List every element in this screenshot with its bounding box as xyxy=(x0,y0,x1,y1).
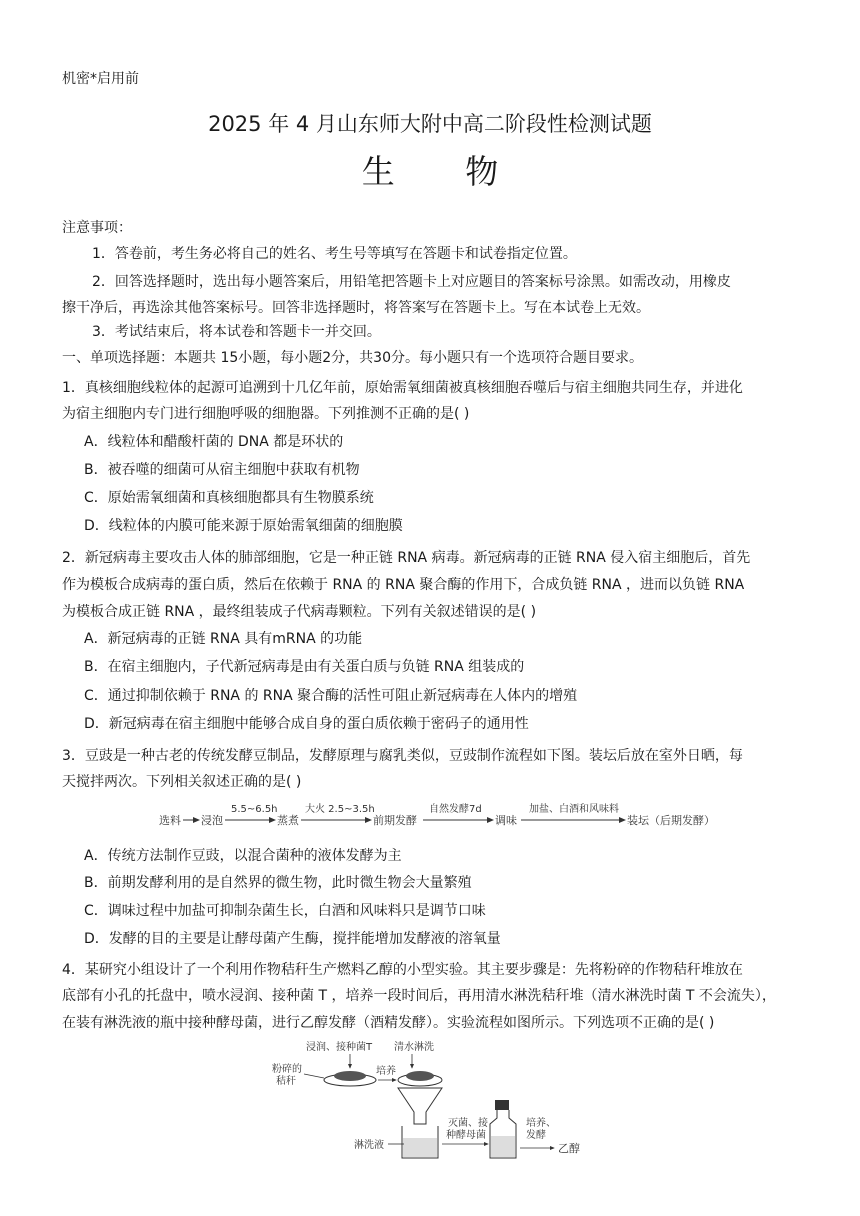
q2-option-b: B．在宿主细胞内，子代新冠病毒是由有关蛋白质与负链 RNA 组装成的 xyxy=(84,659,525,675)
q2-option-a: A．新冠病毒的正链 RNA 具有mRNA 的功能 xyxy=(84,631,363,647)
q2-stem-line-2: 作为模板合成病毒的蛋白质，然后在依赖于 RNA 的 RNA 聚合酶的作用下，合成负链 RNA ，进而以负链 RNA xyxy=(62,577,745,593)
bottle-cap-icon xyxy=(495,1100,509,1110)
diagram-label-ferment-2: 发酵 xyxy=(526,1130,546,1141)
diagram-label-sterilize-2: 种酵母菌 xyxy=(446,1130,486,1141)
flow-label-natural-ferment: 自然发酵7d xyxy=(429,804,482,815)
straw-pile-2-icon xyxy=(406,1071,434,1081)
flow-step-jar: 装坛（后期发酵） xyxy=(627,814,715,827)
straw-pile-1-icon xyxy=(334,1071,366,1081)
ethanol-experiment-diagram xyxy=(270,1038,600,1164)
q3-option-c: C．调味过程中加盐可抑制杂菌生长，白酒和风味料只是调节口味 xyxy=(84,903,486,919)
q2-option-d: D．新冠病毒在宿主细胞中能够合成自身的蛋白质依赖于密码子的通用性 xyxy=(84,716,529,732)
q1-option-d: D．线粒体的内膜可能来源于原始需氧细菌的细胞膜 xyxy=(84,518,403,534)
q2-option-c: C．通过抑制依赖于 RNA 的 RNA 聚合酶的活性可阻止新冠病毒在人体内的增殖 xyxy=(84,688,578,704)
q1-stem-line-2: 为宿主细胞内专门进行细胞呼吸的细胞器。下列推测不正确的是( ) xyxy=(62,406,470,422)
soybean-process-flowchart xyxy=(155,798,715,838)
diagram-label-inoculate: 浸润、接种菌T xyxy=(306,1042,373,1053)
flow-step-steam: 蒸煮 xyxy=(277,814,299,827)
q3-stem-line-2: 天搅拌两次。下列相关叙述正确的是( ) xyxy=(62,774,302,790)
note-item-3: 3．考试结束后，将本试卷和答题卡一并交回。 xyxy=(92,324,381,340)
q4-stem-line-1: 4．某研究小组设计了一个利用作物秸秆生产燃料乙醇的小型实验。其主要步骤是：先将粉碎的作物秸秆堆放在 xyxy=(62,962,743,978)
diagram-label-straw-2: 秸秆 xyxy=(276,1076,296,1087)
confidential-label: 机密*启用前 xyxy=(62,71,139,87)
diagram-label-rinse: 清水淋洗 xyxy=(394,1042,434,1053)
q3-option-b: B．前期发酵利用的是自然界的微生物，此时微生物会大量繁殖 xyxy=(84,875,472,891)
diagram-label-straw-1: 粉碎的 xyxy=(272,1064,302,1075)
q3-option-a: A．传统方法制作豆豉，以混合菌种的液体发酵为主 xyxy=(84,848,402,864)
diagram-label-culture: 培养 xyxy=(376,1066,396,1077)
funnel-icon xyxy=(398,1088,442,1124)
diagram-label-ferment-1: 培养、 xyxy=(526,1118,556,1129)
flow-step-early-ferment: 前期发酵 xyxy=(373,814,417,827)
q2-stem-line-1: 2．新冠病毒主要攻击人体的肺部细胞，它是一种正链 RNA 病毒。新冠病毒的正链 RNA 侵入宿主细胞后，首先 xyxy=(62,550,751,566)
q2-stem-line-3: 为模板合成正链 RNA ，最终组装成子代病毒颗粒。下列有关叙述错误的是( ) xyxy=(62,604,537,620)
note-item-2-line-2: 擦干净后，再选涂其他答案标号。回答非选择题时，将答案写在答题卡上。写在本试卷上无效。 xyxy=(62,300,650,316)
q1-stem-line-1: 1．真核细胞线粒体的起源可追溯到十几亿年前，原始需氧细菌被真核细胞吞噬后与宿主细胞共同生存，并进化 xyxy=(62,380,743,396)
note-item-1: 1．答卷前，考生务必将自己的姓名、考生号等填写在答题卡和试卷指定位置。 xyxy=(92,246,577,262)
q1-option-b: B．被吞噬的细菌可从宿主细胞中获取有机物 xyxy=(84,462,360,478)
flow-label-additives: 加盐、白酒和风味料 xyxy=(529,804,619,815)
flow-step-select: 选料 xyxy=(159,814,181,827)
q4-stem-line-2: 底部有小孔的托盘中，喷水浸润、接种菌 T ，培养一段时间后，再用清水淋洗秸秆堆（清水淋洗时菌 T 不会流失）， xyxy=(62,988,776,1004)
bottle-liquid-fill xyxy=(491,1136,515,1157)
flow-label-soak-time: 5.5~6.5h xyxy=(231,804,278,815)
q1-option-a: A．线粒体和醋酸杆菌的 DNA 都是环状的 xyxy=(84,434,344,450)
q4-stem-line-3: 在装有淋洗液的瓶中接种酵母菌，进行乙醇发酵（酒精发酵）。实验流程如图所示。下列选项不正确的是( ) xyxy=(62,1015,715,1031)
q1-option-c: C．原始需氧细菌和真核细胞都具有生物膜系统 xyxy=(84,490,374,506)
exam-title: 2025 年 4 月山东师大附中高二阶段性检测试题 xyxy=(208,112,652,136)
subject-title: 生 物 xyxy=(361,152,529,191)
flow-step-season: 调味 xyxy=(495,814,517,827)
diagram-label-wash-liquid: 淋洗液 xyxy=(354,1140,384,1151)
section-heading: 一、单项选择题：本题共 15小题，每小题2分，共30分。每小题只有一个选项符合题目要求。 xyxy=(62,350,643,366)
flow-step-soak: 浸泡 xyxy=(201,814,223,827)
wash-liquid-fill xyxy=(403,1138,437,1157)
flow-label-steam-time: 大火 2.5~3.5h xyxy=(305,804,375,815)
notes-heading: 注意事项： xyxy=(62,220,132,236)
diagram-label-sterilize-1: 灭菌、接 xyxy=(448,1118,488,1129)
q3-option-d: D．发酵的目的主要是让酵母菌产生酶，搅拌能增加发酵液的溶氧量 xyxy=(84,931,501,947)
q3-stem-line-1: 3．豆豉是一种古老的传统发酵豆制品，发酵原理与腐乳类似，豆豉制作流程如下图。装坛后放在室外日晒，每 xyxy=(62,748,743,764)
note-item-2-line-1: 2．回答选择题时，选出每小题答案后，用铅笔把答题卡上对应题目的答案标号涂黑。如需改动，用橡皮 xyxy=(92,274,731,290)
diagram-label-ethanol: 乙醇 xyxy=(558,1142,580,1155)
diagram-pointer-straw xyxy=(304,1074,324,1078)
